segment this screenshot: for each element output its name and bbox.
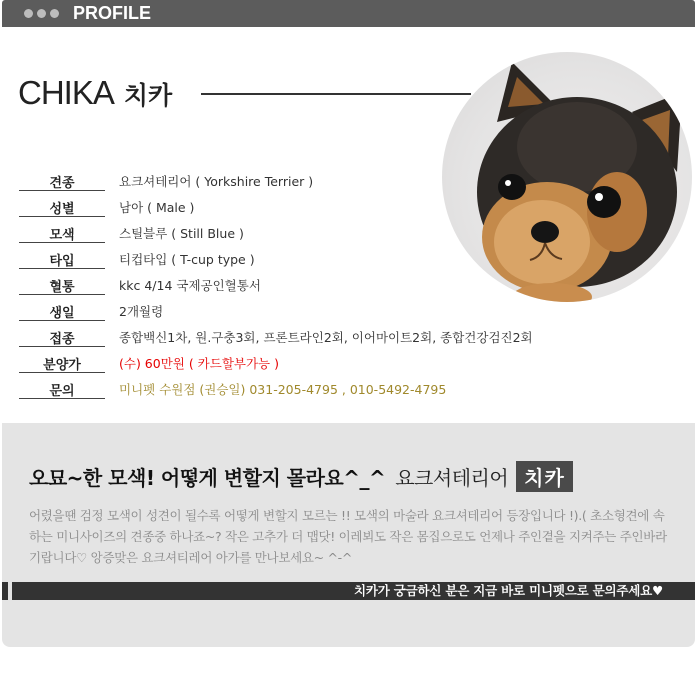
info-row-sex bbox=[19, 194, 579, 220]
info-label: 모색 bbox=[19, 220, 105, 246]
dot-icon bbox=[50, 9, 59, 18]
info-value: 티컵타입 ( T-cup type ) bbox=[119, 252, 255, 267]
info-row-birthday bbox=[19, 298, 579, 324]
info-value: 스틸블루 ( Still Blue ) bbox=[119, 226, 244, 241]
info-label: 분양가 bbox=[19, 350, 105, 376]
promo-description: 어렸을땐 검정 모색이 성견이 될수록 어떻게 변할지 모르는 !! 모색의 마술라 요크셔테리어 등장입니다 !).( 초소형견에 속하는 미니사이즈의 견종중 하나죠~? 작은 고추가 더 맵닷! 이레뵈도 작은 몸집으로도 언제나 주인곁을 지켜주는 주인바라기랍니다♡ 앙증맞은 요크셔티레어 아가를 만나보세요~ ^-^ bbox=[29, 508, 667, 565]
info-value: 남아 ( Male ) bbox=[119, 200, 195, 215]
info-value: 요크셔테리어 ( Yorkshire Terrier ) bbox=[119, 174, 314, 189]
promo-headline bbox=[29, 461, 573, 492]
info-row-color bbox=[19, 220, 579, 246]
dot-icon bbox=[24, 9, 33, 18]
info-label: 혈통 bbox=[19, 272, 105, 298]
info-label: 성별 bbox=[19, 194, 105, 220]
info-label: 타입 bbox=[19, 246, 105, 272]
dot-icon bbox=[37, 9, 46, 18]
headline-name-badge: 치카 bbox=[516, 461, 573, 492]
info-value: 2개월령 bbox=[119, 304, 164, 319]
info-row-vaccination bbox=[19, 324, 579, 350]
pet-name-en: CHIKA bbox=[18, 74, 114, 111]
info-value: kkc 4/14 국제공인혈통서 bbox=[119, 278, 261, 293]
info-label: 견종 bbox=[19, 168, 105, 194]
info-row-breed bbox=[19, 168, 579, 194]
window-dots bbox=[24, 9, 59, 18]
info-row-pedigree bbox=[19, 272, 579, 298]
headline-breed: 요크셔테리어 bbox=[395, 466, 509, 490]
cta-text[interactable]: 치카가 궁금하신 분은 지금 바로 미니펫으로 문의주세요♥ bbox=[353, 583, 663, 598]
info-label: 문의 bbox=[19, 376, 105, 402]
price-value: (수) 60만원 ( 카드할부가능 ) bbox=[119, 356, 279, 371]
cta-bar[interactable] bbox=[2, 582, 695, 600]
info-value: 종합백신1차, 원.구충3회, 프론트라인2회, 이어마이트2회, 종합건강검진2회 bbox=[119, 330, 533, 345]
promo-panel bbox=[2, 423, 695, 647]
divider bbox=[201, 93, 471, 95]
info-row-contact bbox=[19, 376, 579, 402]
pet-name-ko: 치카 bbox=[123, 81, 173, 110]
header-bar bbox=[2, 0, 695, 27]
pet-name bbox=[18, 74, 172, 114]
info-row-price bbox=[19, 350, 579, 376]
info-row-type bbox=[19, 246, 579, 272]
profile-info-table bbox=[19, 168, 579, 402]
profile-card bbox=[2, 0, 695, 647]
header-title: PROFILE bbox=[73, 3, 152, 23]
contact-value[interactable]: 미니펫 수원점 (권승일) 031-205-4795 , 010-5492-4795 bbox=[119, 382, 447, 397]
headline-main: 오묘~한 모색! 어떻게 변할지 몰라요^_^ bbox=[29, 466, 386, 490]
info-label: 생일 bbox=[19, 298, 105, 324]
info-label: 접종 bbox=[19, 324, 105, 350]
